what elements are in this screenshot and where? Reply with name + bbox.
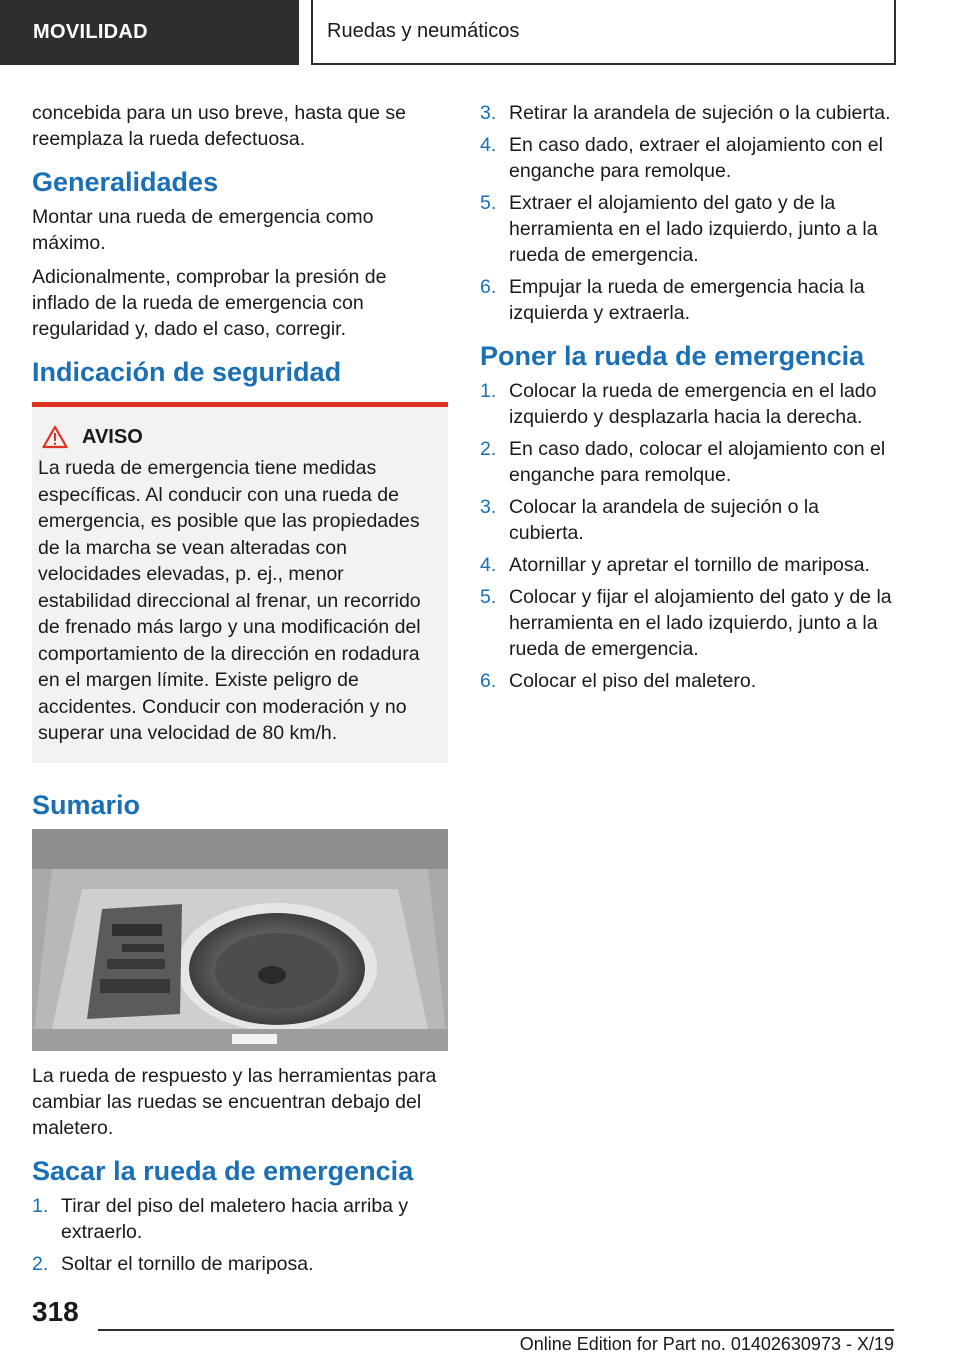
list-item <box>480 552 896 578</box>
intro-paragraph: concebida para un uso breve, hasta que se reemplaza la rueda defectuosa. <box>32 102 407 150</box>
step-text: Colocar la arandela de sujeción o la cubierta. <box>509 496 820 544</box>
header-section-tab <box>0 0 299 65</box>
general-paragraph-1: Montar una rueda de emergencia como máximo. <box>32 206 374 254</box>
heading-poner-rueda: Poner la rueda de emergencia <box>480 341 865 371</box>
footer-divider <box>98 1329 894 1331</box>
remove-steps-list <box>32 1193 448 1277</box>
step-number: 4. <box>480 134 497 156</box>
list-item <box>480 668 896 694</box>
step-number: 3. <box>480 496 497 518</box>
list-item <box>480 584 896 662</box>
heading-sumario: Sumario <box>32 789 141 820</box>
right-column <box>480 100 896 700</box>
step-text: Colocar la rueda de emergencia en el lado izquierdo y desplazarla hacia la derecha. <box>509 380 877 428</box>
list-item <box>32 1251 448 1277</box>
step-number: 6. <box>480 670 497 692</box>
step-text: En caso dado, extraer el alojamiento con el enganche para remolque. <box>509 134 883 182</box>
step-number: 2. <box>32 1252 49 1275</box>
step-number: 4. <box>480 554 497 576</box>
warning-triangle-icon <box>42 425 68 449</box>
photo-caption: La rueda de respuesto y las herramientas para cambiar las ruedas se encuentran debajo del maletero. <box>32 1064 437 1139</box>
heading-seguridad: Indicación de seguridad <box>32 357 342 387</box>
step-number: 6. <box>480 276 497 298</box>
step-text: Soltar el tornillo de mariposa. <box>61 1252 314 1275</box>
step-text: Colocar y fijar el alojamiento del gato y de la herramienta en el lado izquierdo, junto a la rueda de emergencia. <box>509 586 892 660</box>
step-text: En caso dado, colocar el alojamiento con el enganche para remolque. <box>509 438 886 486</box>
step-text: Extraer el alojamiento del gato y de la herramienta en el lado izquierdo, junto a la rueda de emergencia. <box>509 192 878 266</box>
list-item <box>480 132 896 184</box>
step-number: 5. <box>480 192 497 214</box>
list-item <box>480 378 896 430</box>
list-item <box>480 494 896 546</box>
list-item <box>480 274 896 326</box>
step-number: 1. <box>32 1194 49 1217</box>
step-text: Colocar el piso del maletero. <box>509 670 757 692</box>
warning-header <box>38 425 440 449</box>
list-item <box>480 100 896 126</box>
page-number: 318 <box>32 1296 79 1327</box>
step-text: Tirar del piso del maletero hacia arriba y extraerlo. <box>61 1194 409 1243</box>
step-number: 2. <box>480 438 497 460</box>
header-chapter-tab <box>311 0 896 65</box>
list-item <box>480 436 896 488</box>
heading-sacar-rueda: Sacar la rueda de emergencia <box>32 1155 414 1186</box>
trunk-spare-wheel-photo <box>32 829 448 1051</box>
warning-box <box>32 402 448 763</box>
left-column <box>32 100 448 1283</box>
warning-text: La rueda de emergencia tiene medidas específicas. Al conducir con una rueda de emergencia, es posible que las propiedades de la marcha se vean alteradas con velocidades elevadas, p. ej., menor estabilidad direccional al frenar, un recorrido de frenado más largo y una modificación del comportamiento de la dirección en rodadura en el margen límite. Existe peligro de accidentes. Conducir con moderación y no superar una velocidad de 80 km/h. <box>38 457 421 744</box>
step-text: Retirar la arandela de sujeción o la cubierta. <box>509 102 891 124</box>
step-text: Empujar la rueda de emergencia hacia la izquierda y extraerla. <box>509 276 865 324</box>
install-steps-list <box>480 378 896 694</box>
remove-steps-list-continued <box>480 100 896 326</box>
step-number: 3. <box>480 102 497 124</box>
heading-generalidades: Generalidades <box>32 167 219 197</box>
list-item <box>32 1193 448 1245</box>
footer-edition: Online Edition for Part no. 01402630973 - X/19 <box>519 1334 894 1354</box>
step-number: 1. <box>480 380 497 402</box>
step-text: Atornillar y apretar el tornillo de mariposa. <box>509 554 870 576</box>
warning-title: AVISO <box>82 425 143 448</box>
header-chapter-label: Ruedas y neumáticos <box>327 20 520 42</box>
list-item <box>480 190 896 268</box>
header-section-label: MOVILIDAD <box>33 21 148 43</box>
step-number: 5. <box>480 586 497 608</box>
general-paragraph-2: Adicionalmente, comprobar la presión de inflado de la rueda de emergencia con regularidad y, dado el caso, corregir. <box>32 266 387 340</box>
